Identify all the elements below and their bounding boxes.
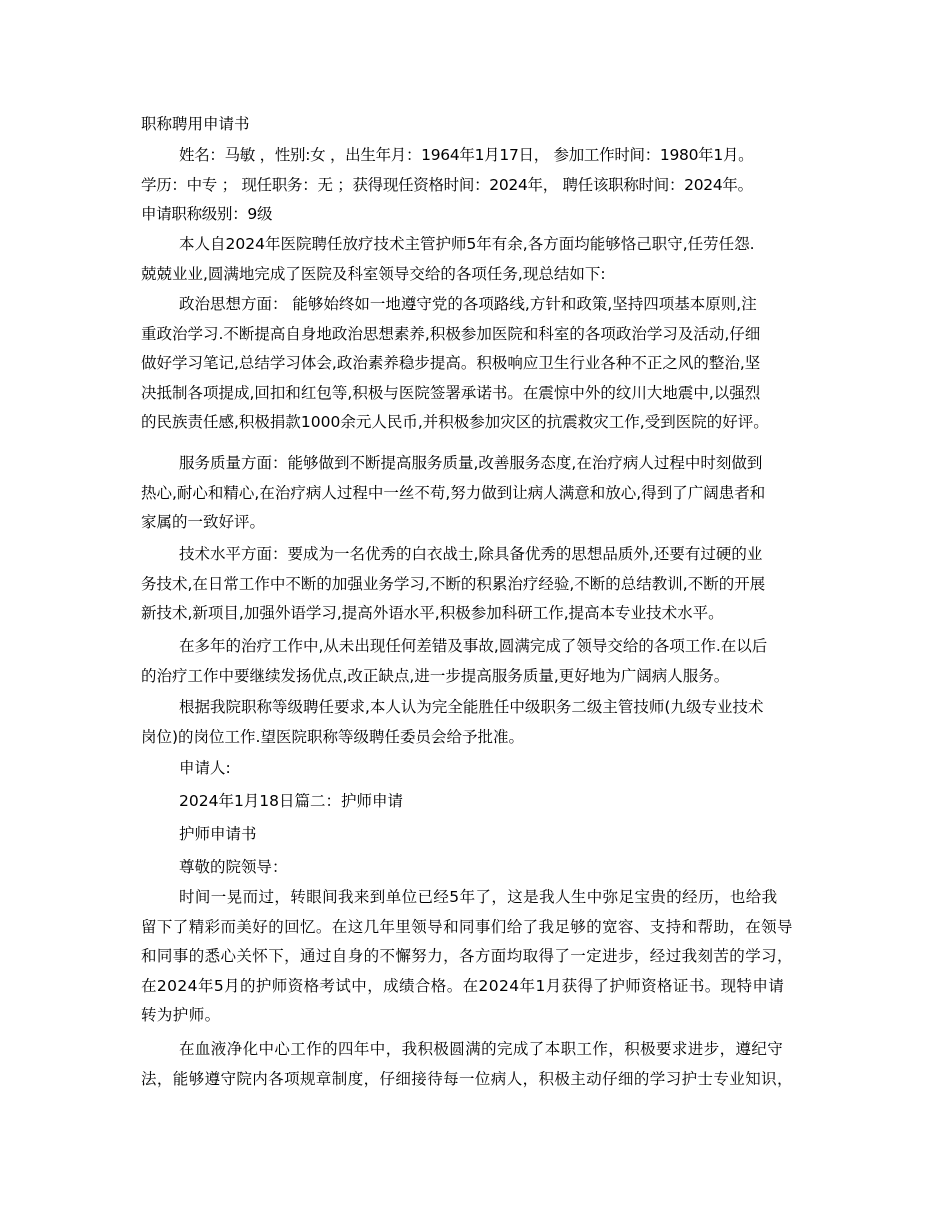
political-line: 做好学习笔记,总结学习体会,政治素养稳步提高。积极响应卫生行业各种不正之风的整治,坚 [141, 354, 761, 372]
info-line: 姓名：马敏 ，性别:女 ，出生年月：1964年1月17日， 参加工作时间：1980年1月。 [179, 146, 754, 164]
intro-line: 兢兢业业,圆满地完成了医院及科室领导交给的各项任务,现总结如下: [141, 264, 606, 283]
request-line: 根据我院职称等级聘任要求,本人认为完全能胜任中级职务二级主管技师(九级专业技术 [179, 698, 764, 716]
blood-line: 在血液净化中心工作的四年中，我积极圆满的完成了本职工作，积极要求进步，遵纪守 [179, 1040, 784, 1058]
info-line: 申请职称级别：9级 [141, 205, 273, 223]
time-line: 和同事的悉心关怀下，通过自身的不懈努力，各方面均取得了一定进步，经过我刻苦的学习， [141, 947, 793, 965]
technical-paragraph [141, 540, 813, 629]
political-paragraph [141, 290, 813, 438]
time-line: 转为护师。 [141, 1006, 221, 1024]
time-paragraph [141, 883, 813, 1031]
time-line: 在2024年5月的护师资格考试中，成绩合格。在2024年1月获得了护师资格证书。现特申请 [141, 976, 785, 995]
request-line: 岗位)的岗位工作.望医院职称等级聘任委员会给予批准。 [141, 727, 524, 746]
service-line: 服务质量方面：能够做到不断提高服务质量,改善服务态度,在治疗病人过程中时刻做到 [179, 454, 763, 472]
date-line: 2024年1月18日篇二：护师申请 [179, 792, 404, 810]
technical-line: 技术水平方面：要成为一名优秀的白衣战士,除具备优秀的思想品质外,还要有过硬的业 [179, 545, 763, 563]
second-title: 护师申请书 [179, 825, 257, 843]
service-line: 家属的一致好评。 [141, 513, 266, 531]
technical-line: 新技术,新项目,加强外语学习,提高外语水平,积极参加科研工作,提高本专业技术水平。 [141, 604, 724, 622]
intro-paragraph [141, 230, 813, 289]
document-title: 职称聘用申请书 [141, 115, 250, 133]
personal-info-paragraph [141, 141, 813, 230]
service-paragraph [141, 449, 813, 538]
applicant-line: 申请人: [179, 759, 231, 777]
political-line: 重政治学习.不断提高自身地政治思想素养,积极参加医院和科室的各项政治学习及活动,仔细 [141, 324, 761, 343]
blood-paragraph [141, 1035, 813, 1094]
political-line: 决抵制各项提成,回扣和红包等,积极与医院签署承诺书。在震惊中外的纹川大地震中,以强烈 [141, 383, 761, 402]
blood-line: 法，能够遵守院内各项规章制度，仔细接待每一位病人，积极主动仔细的学习护士专业知识， [141, 1069, 793, 1088]
political-line: 的民族责任感,积极捐款1000余元人民币,并积极参加灾区的抗震救灾工作,受到医院的好评。 [141, 413, 769, 431]
salutation: 尊敬的院领导： [179, 858, 288, 876]
years-paragraph [141, 632, 813, 691]
service-line: 热心,耐心和精心,在治疗病人过程中一丝不苟,努力做到让病人满意和放心,得到了广阔患者和 [141, 483, 766, 502]
intro-line: 本人自2024年医院聘任放疗技术主管护师5年有余,各方面均能够恪己职守,任劳任怨. [179, 235, 755, 253]
time-line: 留下了精彩而美好的回忆。在这几年里领导和同事们给了我足够的宽容、支持和帮助，在领导 [141, 917, 793, 936]
technical-line: 务技术,在日常工作中不断的加强业务学习,不断的积累治疗经验,不断的总结教训,不断的开展 [141, 574, 766, 593]
info-line: 学历：中专 ； 现任职务：无 ；获得现任资格时间：2024年， 聘任该职称时间：2024年。 [141, 175, 753, 194]
request-paragraph [141, 693, 813, 752]
time-line: 时间一晃而过，转眼间我来到单位已经5年了，这是我人生中弥足宝贵的经历，也给我 [179, 888, 778, 906]
years-line: 在多年的治疗工作中,从未出现任何差错及事故,圆满完成了领导交给的各项工作.在以后 [179, 637, 768, 655]
years-line: 的治疗工作中要继续发扬优点,改正缺点,进一步提高服务质量,更好地为广阔病人服务。 [141, 666, 730, 685]
political-line: 政治思想方面： 能够始终如一地遵守党的各项路线,方针和政策,坚持四项基本原则,注 [179, 295, 757, 313]
